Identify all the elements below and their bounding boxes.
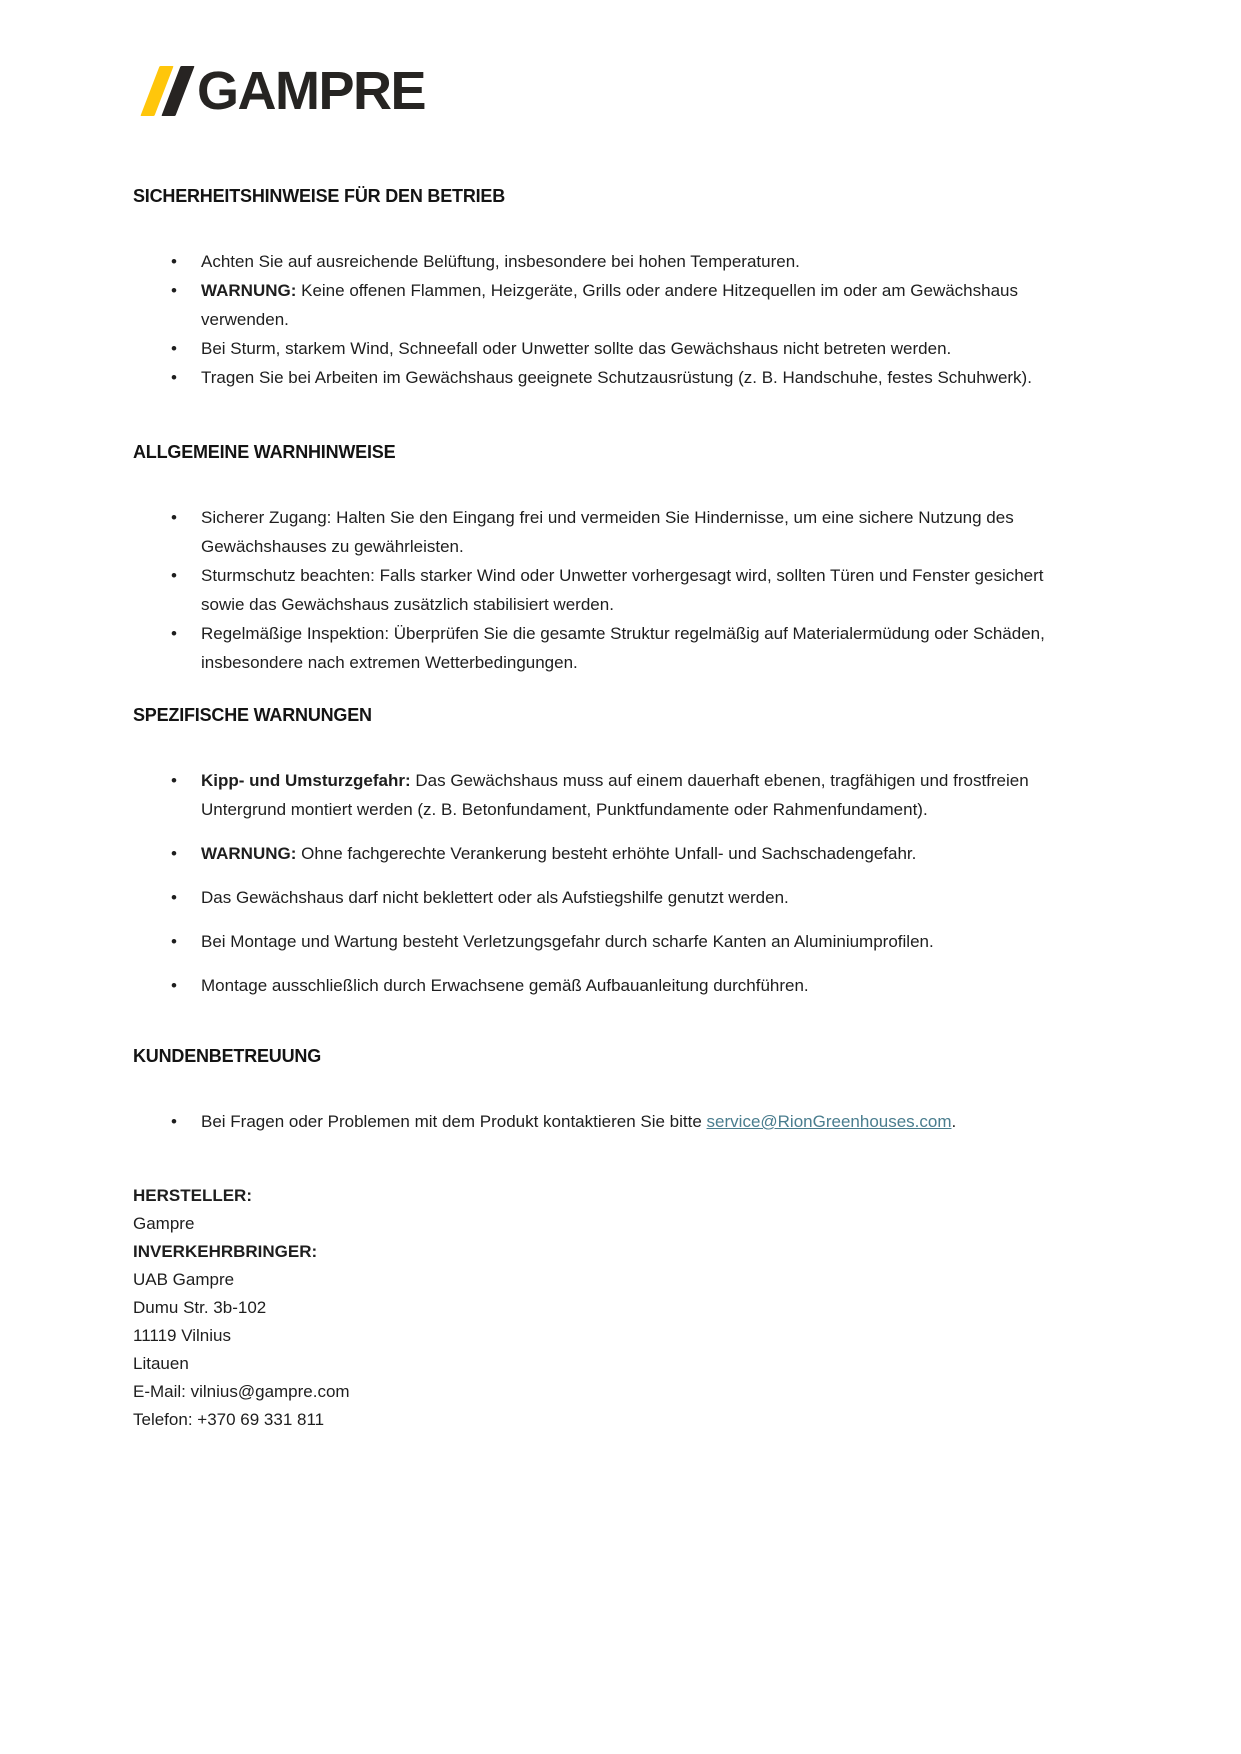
section-heading-warnungen: SPEZIFISCHE WARNUNGEN bbox=[133, 705, 372, 725]
bullet-text: Das Gewächshaus muss auf einem dauerhaft ebenen, tragfähigen und frostfreien Untergrund montiert werden (z. B. Betonfundament, Punktfundamente oder Rahmenfundament). bbox=[201, 771, 1029, 819]
list-item bbox=[181, 503, 1091, 561]
bullet-text: Bei Montage und Wartung besteht Verletzungsgefahr durch scharfe Kanten an Aluminiumprofilen. bbox=[201, 932, 934, 951]
inverkehrbringer-label: INVERKEHRBRINGER: bbox=[133, 1242, 318, 1261]
list-item bbox=[181, 1107, 1091, 1136]
bullet-lead: WARNUNG: bbox=[201, 844, 297, 863]
warnhinweise-bullet-list bbox=[133, 503, 1091, 677]
warnungen-bullet-list bbox=[133, 766, 1091, 1000]
bullet-text: Bei Sturm, starkem Wind, Schneefall oder Unwetter sollte das Gewächshaus nicht betreten werden. bbox=[201, 339, 952, 358]
list-item bbox=[181, 839, 1091, 868]
footer-line: Telefon: +370 69 331 811 bbox=[133, 1410, 325, 1429]
manufacturer-info bbox=[133, 1182, 1091, 1434]
hersteller-value: Gampre bbox=[133, 1214, 195, 1233]
list-item bbox=[181, 247, 1091, 276]
list-item bbox=[181, 927, 1091, 956]
logo-text: GAMPRE bbox=[197, 61, 426, 121]
section-heading-warnhinweise: ALLGEMEINE WARNHINWEISE bbox=[133, 442, 396, 462]
bullet-text: . bbox=[951, 1112, 957, 1131]
list-item bbox=[181, 363, 1091, 392]
list-item bbox=[181, 619, 1091, 677]
list-item bbox=[181, 971, 1091, 1000]
list-item bbox=[181, 561, 1091, 619]
betrieb-bullet-list bbox=[133, 247, 1091, 392]
bullet-text: Keine offenen Flammen, Heizgeräte, Grills oder andere Hitzequellen im oder am Gewächshaus verwenden. bbox=[201, 281, 1019, 329]
bullet-lead: WARNUNG: bbox=[201, 281, 297, 300]
section-heading-kundenbetreuung: KUNDENBETREUUNG bbox=[133, 1046, 322, 1066]
bullet-text: Montage ausschließlich durch Erwachsene gemäß Aufbauanleitung durchführen. bbox=[201, 976, 809, 995]
bullet-lead: Kipp- und Umsturzgefahr: bbox=[201, 771, 411, 790]
list-item bbox=[181, 766, 1091, 824]
list-item bbox=[181, 334, 1091, 363]
footer-line: UAB Gampre bbox=[133, 1270, 235, 1289]
service-email-link[interactable]: service@RionGreenhouses.com bbox=[706, 1112, 952, 1131]
bullet-text: Sicherer Zugang: Halten Sie den Eingang frei und vermeiden Sie Hindernisse, um eine sichere Nutzung des Gewächshauses zu gewährleisten. bbox=[201, 508, 1014, 556]
bullet-text: Sturmschutz beachten: Falls starker Wind oder Unwetter vorhergesagt wird, sollten Türen und Fenster gesichert sowie das Gewächshaus zusätzlich stabilisiert werden. bbox=[201, 566, 1044, 614]
bullet-text: Das Gewächshaus darf nicht beklettert oder als Aufstiegshilfe genutzt werden. bbox=[201, 888, 789, 907]
section-heading-betrieb: SICHERHEITSHINWEISE FÜR DEN BETRIEB bbox=[133, 186, 506, 206]
list-item bbox=[181, 883, 1091, 912]
bullet-text: Regelmäßige Inspektion: Überprüfen Sie die gesamte Struktur regelmäßig auf Materialermüdung oder Schäden, insbesondere nach extremen Wetterbedingungen. bbox=[201, 624, 1045, 672]
bullet-text: Tragen Sie bei Arbeiten im Gewächshaus geeignete Schutzausrüstung (z. B. Handschuhe, festes Schuhwerk). bbox=[201, 368, 1032, 387]
bullet-text: Achten Sie auf ausreichende Belüftung, insbesondere bei hohen Temperaturen. bbox=[201, 252, 800, 271]
gampre-logo bbox=[140, 62, 1091, 120]
kundenbetreuung-bullet-list bbox=[133, 1107, 1091, 1136]
footer-line: Dumu Str. 3b-102 bbox=[133, 1298, 267, 1317]
footer-line: Litauen bbox=[133, 1354, 189, 1373]
hersteller-label: HERSTELLER: bbox=[133, 1186, 252, 1205]
footer-line: E-Mail: vilnius@gampre.com bbox=[133, 1382, 350, 1401]
bullet-text: Ohne fachgerechte Verankerung besteht erhöhte Unfall- und Sachschadengefahr. bbox=[296, 844, 917, 863]
footer-line: 11119 Vilnius bbox=[133, 1326, 231, 1345]
list-item bbox=[181, 276, 1091, 334]
bullet-text: Bei Fragen oder Problemen mit dem Produkt kontaktieren Sie bitte bbox=[201, 1112, 707, 1131]
